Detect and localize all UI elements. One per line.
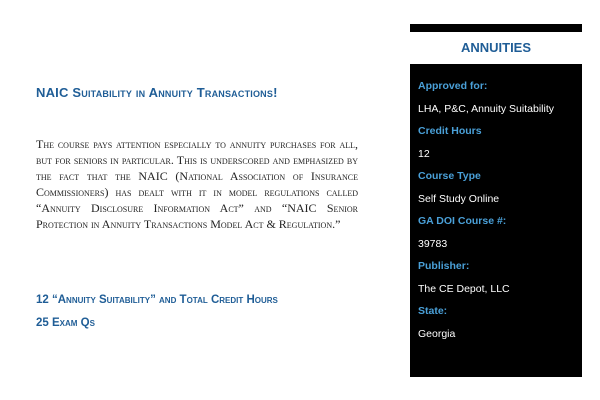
publisher-value: The CE Depot, LLC [418,282,510,295]
course-description-paragraph [36,136,358,232]
credit-hours-value: 12 [418,147,430,160]
exam-questions-highlight: 25 Exam Qs [36,317,95,329]
panel-header-title: ANNUITIES [460,40,532,55]
panel-header [410,24,582,64]
course-info-panel [410,64,582,377]
state-value: Georgia [418,327,456,340]
course-number-value: 39783 [418,237,448,250]
course-type-value: Self Study Online [418,192,500,205]
approved-for-value: LHA, P&C, Annuity Suitability [418,102,554,115]
course-type-label: Course Type [418,170,481,182]
state-label: State: [418,305,448,317]
approved-for-label: Approved for: [418,80,488,92]
credit-hours-label: Credit Hours [418,125,482,137]
credit-hours-highlight: 12 “Annuity Suitability” and Total Credit Hours [36,294,278,306]
course-number-label: GA DOI Course #: [418,215,507,227]
description-text: The course pays attention especially to annuity purchases for all, but for seniors in particular. This is underscored and emphasized by the fact that the NAIC (National Association of Insurance Commissioners) has dealt with it in model regulations called “Annuity Disclosure Information Act” and “NAIC Senior Protection in Annuity Transactions Model Act & Regulation.” [36,137,358,231]
course-title: NAIC Suitability in Annuity Transactions! [36,85,278,100]
publisher-label: Publisher: [418,260,470,272]
